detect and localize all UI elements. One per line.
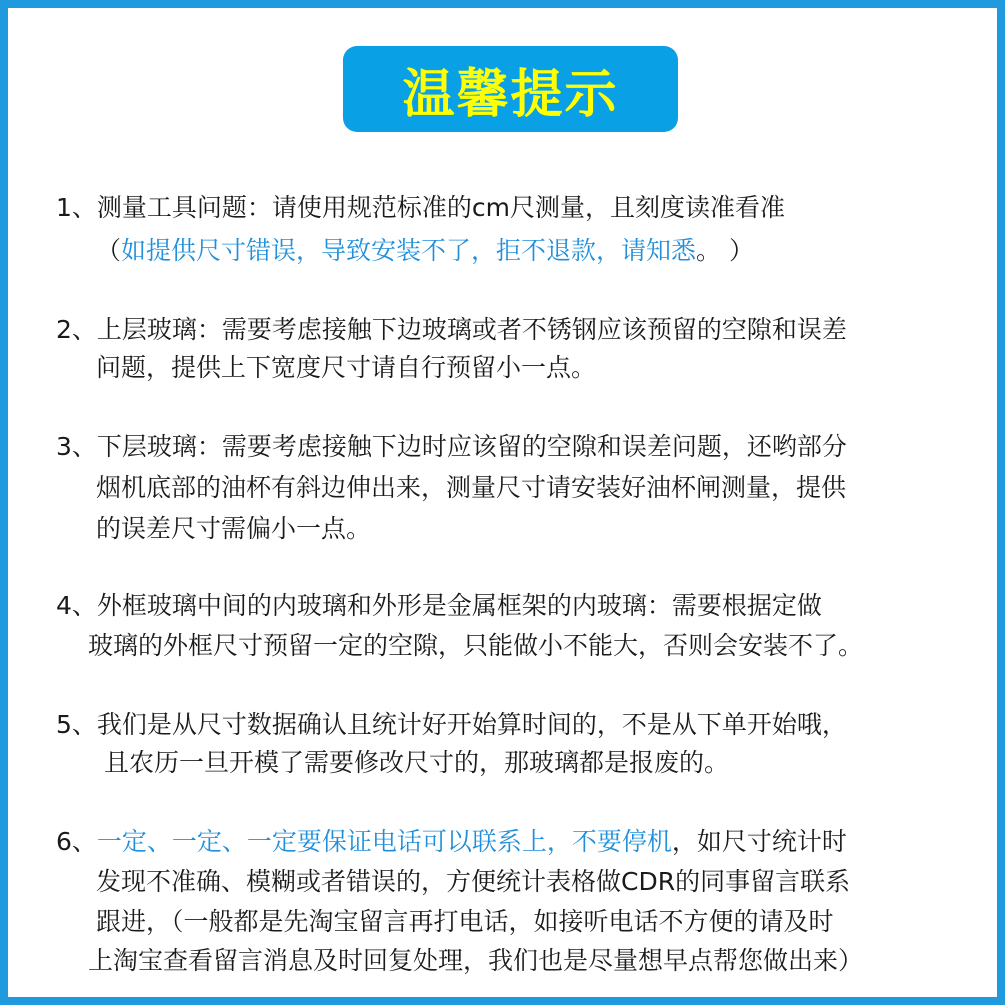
item-4-text: 4、外框玻璃中间的内玻璃和外形是金属框架的内玻璃：需要根据定做	[56, 591, 822, 620]
item-6-text-cont-2: 跟进，（一般都是先淘宝留言再打电话，如接听电话不方便的请及时	[96, 907, 834, 936]
item-3-text-cont: 烟机底部的油杯有斜边伸出来，测量尺寸请安装好油杯闸测量，提供	[96, 473, 847, 502]
item-1-line-1	[56, 191, 785, 225]
page-title: 温馨提示	[402, 64, 619, 125]
item-6-text: ，如尺寸统计时	[671, 827, 847, 856]
item-5-line-1	[56, 708, 847, 742]
item-3-text-cont-2: 的误差尺寸需偏小一点。	[96, 514, 372, 543]
item-3-line-2	[96, 471, 846, 505]
item-6-warning-highlight: 一定、一定、一定要保证电话可以联系上，不要停机	[96, 827, 672, 856]
item-4-text-cont: 玻璃的外框尺寸预留一定的空隙，只能做小不能大，否则会安装不了。	[88, 631, 864, 660]
item-1-text: 1、测量工具问题：请使用规范标准的cm尺测量，且刻度读准看准	[56, 193, 786, 222]
paren-close: 。 ）	[696, 236, 754, 265]
item-6-text-cont-3: 上淘宝查看留言消息及时回复处理，我们也是尽量想早点帮您做出来）	[88, 946, 864, 975]
item-3-text: 3、下层玻璃：需要考虑接触下边时应该留的空隙和误差问题，还哟部分	[56, 432, 847, 461]
item-6-line-3	[96, 905, 834, 939]
item-4-line-2	[88, 629, 863, 663]
item-2-text: 2、上层玻璃：需要考虑接触下边玻璃或者不锈钢应该预留的空隙和误差	[56, 315, 847, 344]
item-3-line-3	[96, 512, 371, 546]
item-1-line-2	[96, 234, 754, 268]
item-2-line-1	[56, 313, 847, 347]
item-1-warning-highlight: 如提供尺寸错误，导致安装不了，拒不退款，请知悉	[121, 236, 697, 265]
paren-open: （	[96, 236, 122, 265]
item-6-line-1	[56, 825, 847, 859]
item-5-line-2	[104, 746, 729, 780]
item-6-text-cont: 发现不准确、模糊或者错误的，方便统计表格做CDR的同事留言联系	[96, 867, 851, 896]
item-6-line-4	[88, 944, 863, 978]
item-2-text-cont: 问题，提供上下宽度尺寸请自行预留小一点。	[96, 353, 597, 382]
item-2-line-2	[96, 351, 596, 385]
item-6-number: 6、	[56, 827, 97, 856]
title-banner	[343, 46, 678, 132]
item-3-line-1	[56, 430, 847, 464]
item-6-line-2	[96, 865, 850, 899]
item-5-text: 5、我们是从尺寸数据确认且统计好开始算时间的，不是从下单开始哦，	[56, 710, 847, 739]
item-4-line-1	[56, 589, 822, 623]
item-5-text-cont: 且农历一旦开模了需要修改尺寸的，那玻璃都是报废的。	[104, 748, 730, 777]
